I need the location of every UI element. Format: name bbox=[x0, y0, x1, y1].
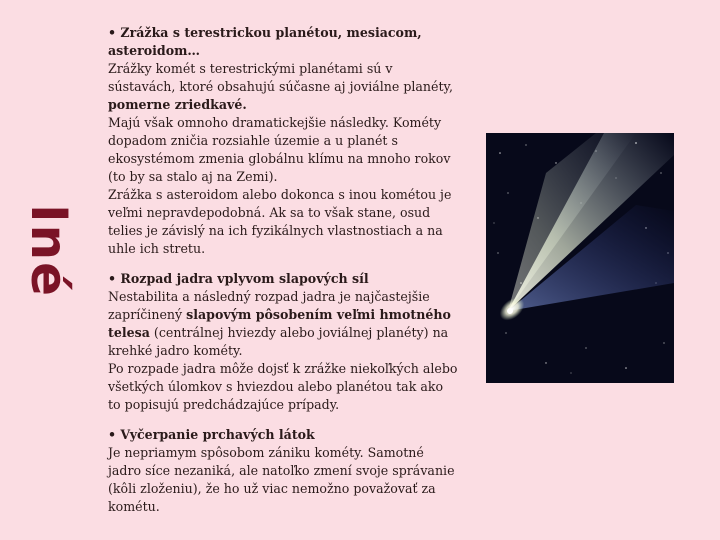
section-tidal-breakup bbox=[108, 270, 458, 414]
side-title-text: Iné bbox=[20, 203, 78, 299]
paragraph-bold: slapovým pôsobením veľmi hmotného telesa bbox=[108, 307, 451, 340]
paragraph-text: (centrálnej hviezdy alebo joviálnej planéty) na krehké jadro kométy. bbox=[108, 325, 449, 358]
paragraph: Je nepriamym spôsobom zániku kométy. Samotné jadro síce nezaniká, ale natoľko zmení svoje správanie (kôli zloženiu), že ho už viac nemožno považovať za kométu. bbox=[108, 445, 455, 514]
comet-photo bbox=[486, 133, 674, 383]
section-heading: • Vyčerpanie prchavých látok bbox=[108, 427, 315, 442]
paragraph: Majú však omnoho dramatickejšie následky. Kométy dopadom zničia rozsiahle územie a u planét s ekosystémom zmenia globálnu klímu na mnoho rokov (to by sa stalo aj na Zemi). bbox=[108, 115, 451, 184]
section-heading: • Rozpad jadra vplyvom slapových síl bbox=[108, 271, 369, 286]
side-title bbox=[20, 176, 78, 326]
section-collision bbox=[108, 24, 458, 258]
paragraph-text: Zrážky komét s terestrickými planétami sú v sústavách, ktoré obsahujú súčasne aj joviálne planéty, bbox=[108, 61, 453, 94]
paragraph: Zrážka s asteroidom alebo dokonca s inou kométou je veľmi nepravdepodobná. Ak sa to však stane, osud telies je závislý na ich fyzikálnych vlastnostiach a na uhle ich stretu. bbox=[108, 187, 452, 256]
section-heading: • Zrážka s terestrickou planétou, mesiacom, asteroidom… bbox=[108, 25, 422, 58]
paragraph-text: Nestabilita a následný rozpad jadra je najčastejšie zapríčinený bbox=[108, 289, 430, 322]
section-volatile-depletion bbox=[108, 426, 458, 516]
paragraph bbox=[108, 60, 458, 114]
paragraph bbox=[108, 288, 458, 360]
paragraph: Po rozpade jadra môže dojsť k zrážke niekoľkých alebo všetkých úlomkov s hviezdou alebo planétou tak ako to popisujú predchádzajúce prípady. bbox=[108, 361, 458, 412]
paragraph-bold: pomerne zriedkavé. bbox=[108, 97, 247, 112]
text-content bbox=[108, 24, 458, 528]
